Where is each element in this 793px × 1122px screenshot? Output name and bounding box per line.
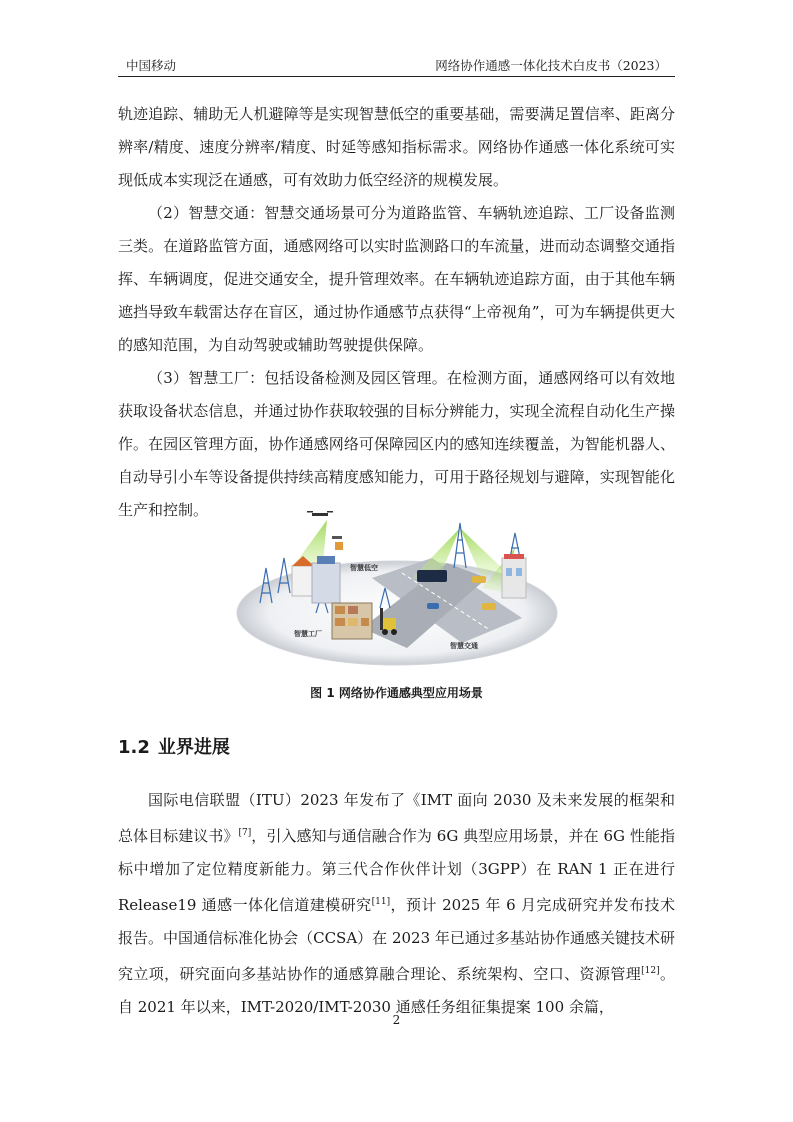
paragraph [118, 784, 675, 1024]
label-smart-airspace: 智慧低空 [350, 564, 378, 572]
text-run: 。自 2021 年以来，IMT-2020/IMT-2030 通感任务组征集提案 100 余篇， [118, 965, 675, 1016]
section-number: 1.2 [118, 737, 150, 758]
citation: [11] [371, 897, 391, 907]
text-run: 国际电信联盟（ITU）2023 年发布了《IMT 面向 2030 及未来发展的框架和总体目标建议书》 [118, 791, 675, 845]
label-smart-traffic: 智慧交通 [450, 642, 478, 650]
paragraph: （2）智慧交通：智慧交通场景可分为道路监管、车辆轨迹追踪、工厂设备监测三类。在道路监管方面，通感网络可以实时监测路口的车流量，进而动态调整交通指挥、车辆调度，促进交通安全，提升管理效率。在车辆轨迹追踪方面，由于其他车辆遮挡导致车载雷达存在盲区，通过协作通感节点获得“上帝视角”，可为车辆提供更大的感知范围，为自动驾驶或辅助驾驶提供保障。 [118, 204, 675, 354]
citation: [7] [238, 828, 252, 838]
header-title: 网络协作通感一体化技术白皮书（2023） [435, 58, 667, 73]
figure-scenario-illustration [232, 508, 562, 668]
section-heading [118, 733, 238, 759]
package-icon [335, 542, 343, 550]
scenario-illustration [232, 508, 562, 668]
text-run: ，引入感知与通信融合作为 6G 典型应用场景，并在 6G 性能指标中增加了定位精度新能力。第三代合作伙伴计划（3GPP）在 RAN 1 正在进行 Release19 通感一体化信道建模研究 [118, 827, 675, 914]
factory-shelves-icon [332, 603, 372, 639]
citation: [12] [641, 966, 660, 976]
header-org: 中国移动 [126, 58, 177, 73]
paragraph: （3）智慧工厂：包括设备检测及园区管理。在检测方面，通感网络可以有效地获取设备状态信息，并通过协作获取较强的目标分辨能力，实现全流程自动化生产操作。在园区管理方面，协作通感网络可保障园区内的感知连续覆盖，为智能机器人、自动导引小车等设备提供持续高精度感知能力，可用于路径规划与避障，实现智能化生产和控制。 [118, 369, 675, 519]
label-smart-factory: 智慧工厂 [294, 630, 322, 638]
section-title: 业界进展 [157, 737, 230, 758]
body-top [118, 98, 675, 527]
body-bottom [118, 784, 675, 1024]
text-run: ，预计 2025 年 6 月完成研究并发布技术报告。中国通信标准化协会（CCSA）在 2023 年已通过多基站协作通感关键技术研究立项，研究面向多基站协作的通感算融合理论、系统架构、空口、资源管理 [118, 896, 675, 983]
page-number: 2 [392, 1013, 401, 1027]
figure-caption: 图 1 网络协作通感典型应用场景 [310, 686, 483, 700]
paragraph: 轨迹追踪、辅助无人机避障等是实现智慧低空的重要基础，需要满足置信率、距离分辨率/精度、速度分辨率/精度、时延等感知指标需求。网络协作通感一体化系统可实现低成本实现泛在通感，可有效助力低空经济的规模发展。 [118, 105, 675, 189]
page-header [118, 52, 675, 77]
